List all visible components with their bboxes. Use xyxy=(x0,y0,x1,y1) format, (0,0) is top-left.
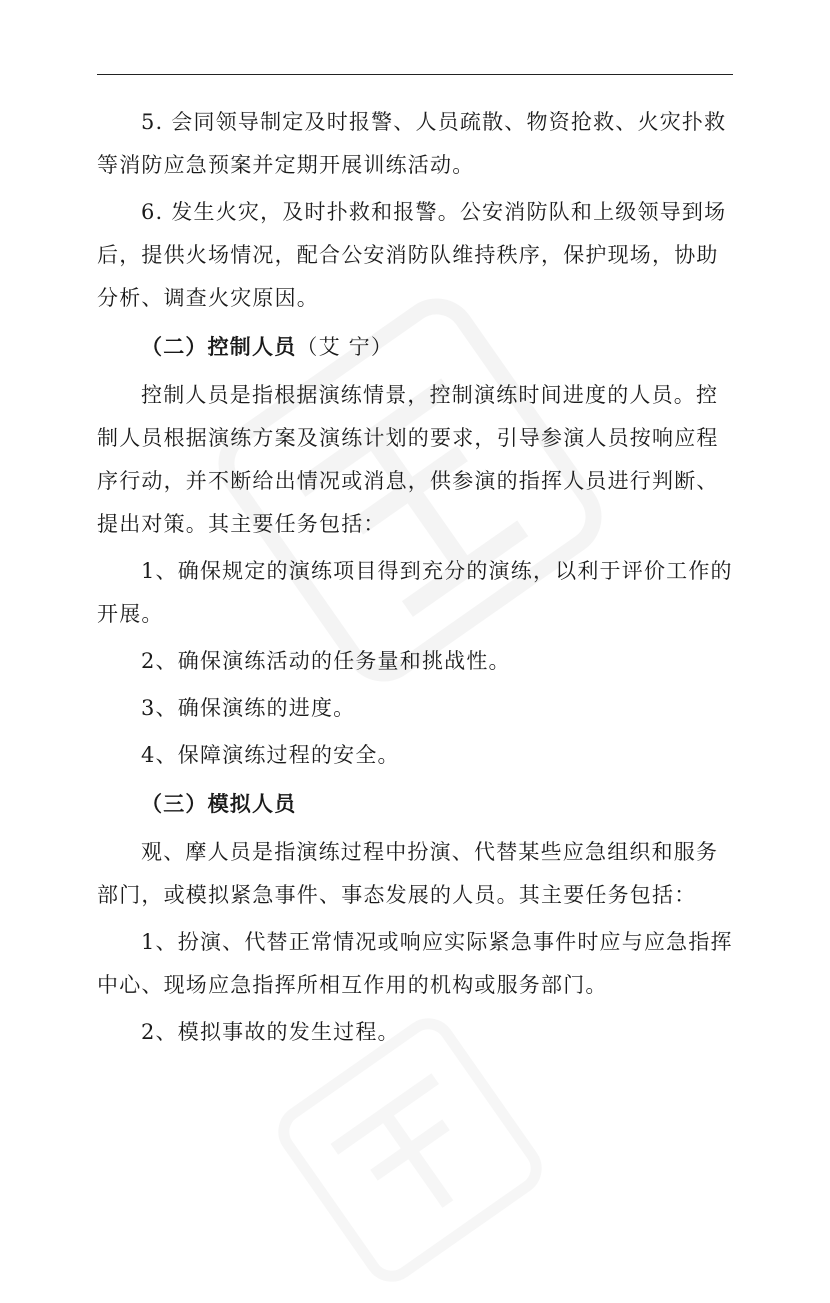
section-heading-person: （艾 宁） xyxy=(296,335,394,359)
paragraph-item-5: 5. 会同领导制定及时报警、人员疏散、物资抢救、火灾扑救等消防应急预案并定期开展训练活动。 xyxy=(97,110,727,177)
section-heading-label: （二）控制人员 xyxy=(141,334,297,359)
document-body xyxy=(97,101,733,1054)
list-item: 1、确保规定的演练项目得到充分的演练，以利于评价工作的开展。 xyxy=(97,559,733,626)
section-heading-control-staff xyxy=(97,325,733,369)
header-rule xyxy=(97,74,733,75)
list-item: 3、确保演练的进度。 xyxy=(141,696,356,720)
paragraph-control-intro: 控制人员是指根据演练情景，控制演练时间进度的人员。控制人员根据演练方案及演练计划的要求，引导参演人员按响应程序行动，并不断给出情况或消息，供参演的指挥人员进行判断、提出对策。其主要任务包括： xyxy=(97,383,719,536)
list-item: 2、确保演练活动的任务量和挑战性。 xyxy=(141,649,511,673)
paragraph-simulation-intro: 观、摩人员是指演练过程中扮演、代替某些应急组织和服务部门，或模拟紧急事件、事态发展的人员。其主要任务包括： xyxy=(97,840,719,907)
paragraph-item-6: 6. 发生火灾，及时扑救和报警。公安消防队和上级领导到场后，提供火场情况，配合公安消防队维持秩序，保护现场，协助分析、调查火灾原因。 xyxy=(97,200,727,310)
list-item: 2、模拟事故的发生过程。 xyxy=(141,1020,400,1044)
section-heading-simulation-staff: （三）模拟人员 xyxy=(141,791,297,816)
list-item: 1、扮演、代替正常情况或响应实际紧急事件时应与应急指挥中心、现场应急指挥所相互作用的机构或服务部门。 xyxy=(97,930,733,997)
list-item: 4、保障演练过程的安全。 xyxy=(141,743,400,767)
